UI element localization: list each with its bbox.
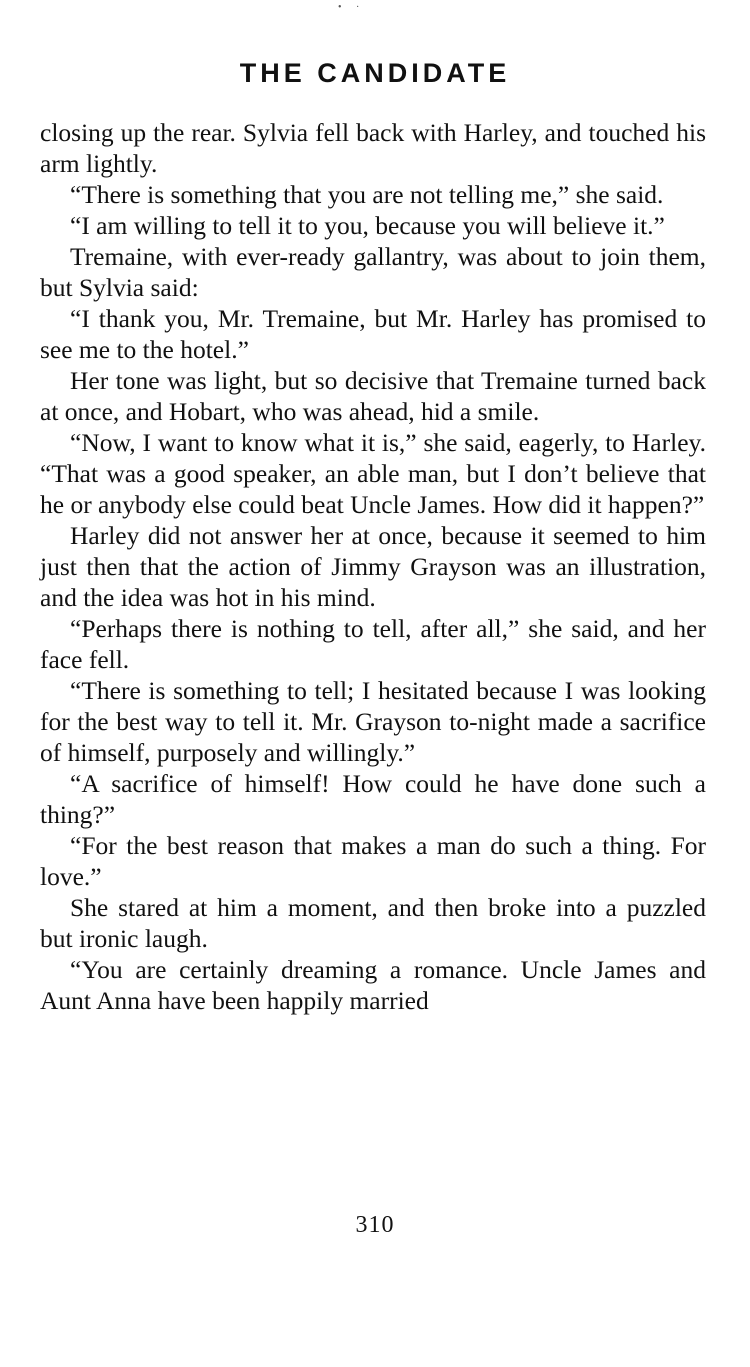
paragraph-2: “There is something that you are not telling me,” she said. [70, 180, 664, 209]
paragraph-3: “I am willing to tell it to you, because you will believe it.” [70, 211, 665, 240]
page-number: 310 [355, 1212, 395, 1238]
paragraph-10: “There is something to tell; I hesitated because I was looking for the best way to tell it. Mr. Grayson to-night made a sacrifice of himself, purposely and willingly.” [40, 676, 706, 767]
paragraph-14: “You are certainly dreaming a romance. Uncle James and Aunt Anna have been happily married [40, 955, 706, 1015]
paragraph-9: “Perhaps there is nothing to tell, after all,” she said, and her face fell. [40, 614, 706, 674]
paragraph-8: Harley did not answer her at once, because it seemed to him just then that the action of Jimmy Grayson was an illustration, and the idea was hot in his mind. [40, 521, 706, 612]
paragraph-4: Tremaine, with ever-ready gallantry, was about to join them, but Sylvia said: [40, 242, 706, 302]
running-header: THE CANDIDATE [239, 58, 511, 88]
paragraph-11: “A sacrifice of himself! How could he have done such a thing?” [40, 769, 706, 829]
paragraph-12: “For the best reason that makes a man do such a thing. For love.” [40, 831, 706, 891]
paragraph-13: She stared at him a moment, and then broke into a puzzled but ironic laugh. [40, 893, 706, 953]
paragraph-6: Her tone was light, but so decisive that Tremaine turned back at once, and Hobart, who was ahead, hid a smile. [40, 366, 706, 426]
paragraph-7: “Now, I want to know what it is,” she said, eagerly, to Harley. “That was a good speaker, an able man, but I don’t believe that he or anybody else could beat Uncle James. How did it happen?” [40, 428, 706, 519]
body-text [40, 117, 706, 1016]
paragraph-5: “I thank you, Mr. Tremaine, but Mr. Harley has promised to see me to the hotel.” [40, 304, 706, 364]
paragraph-1: closing up the rear. Sylvia fell back with Harley, and touched his arm lightly. [40, 118, 706, 178]
print-speck-ornament: • · [338, 2, 366, 13]
